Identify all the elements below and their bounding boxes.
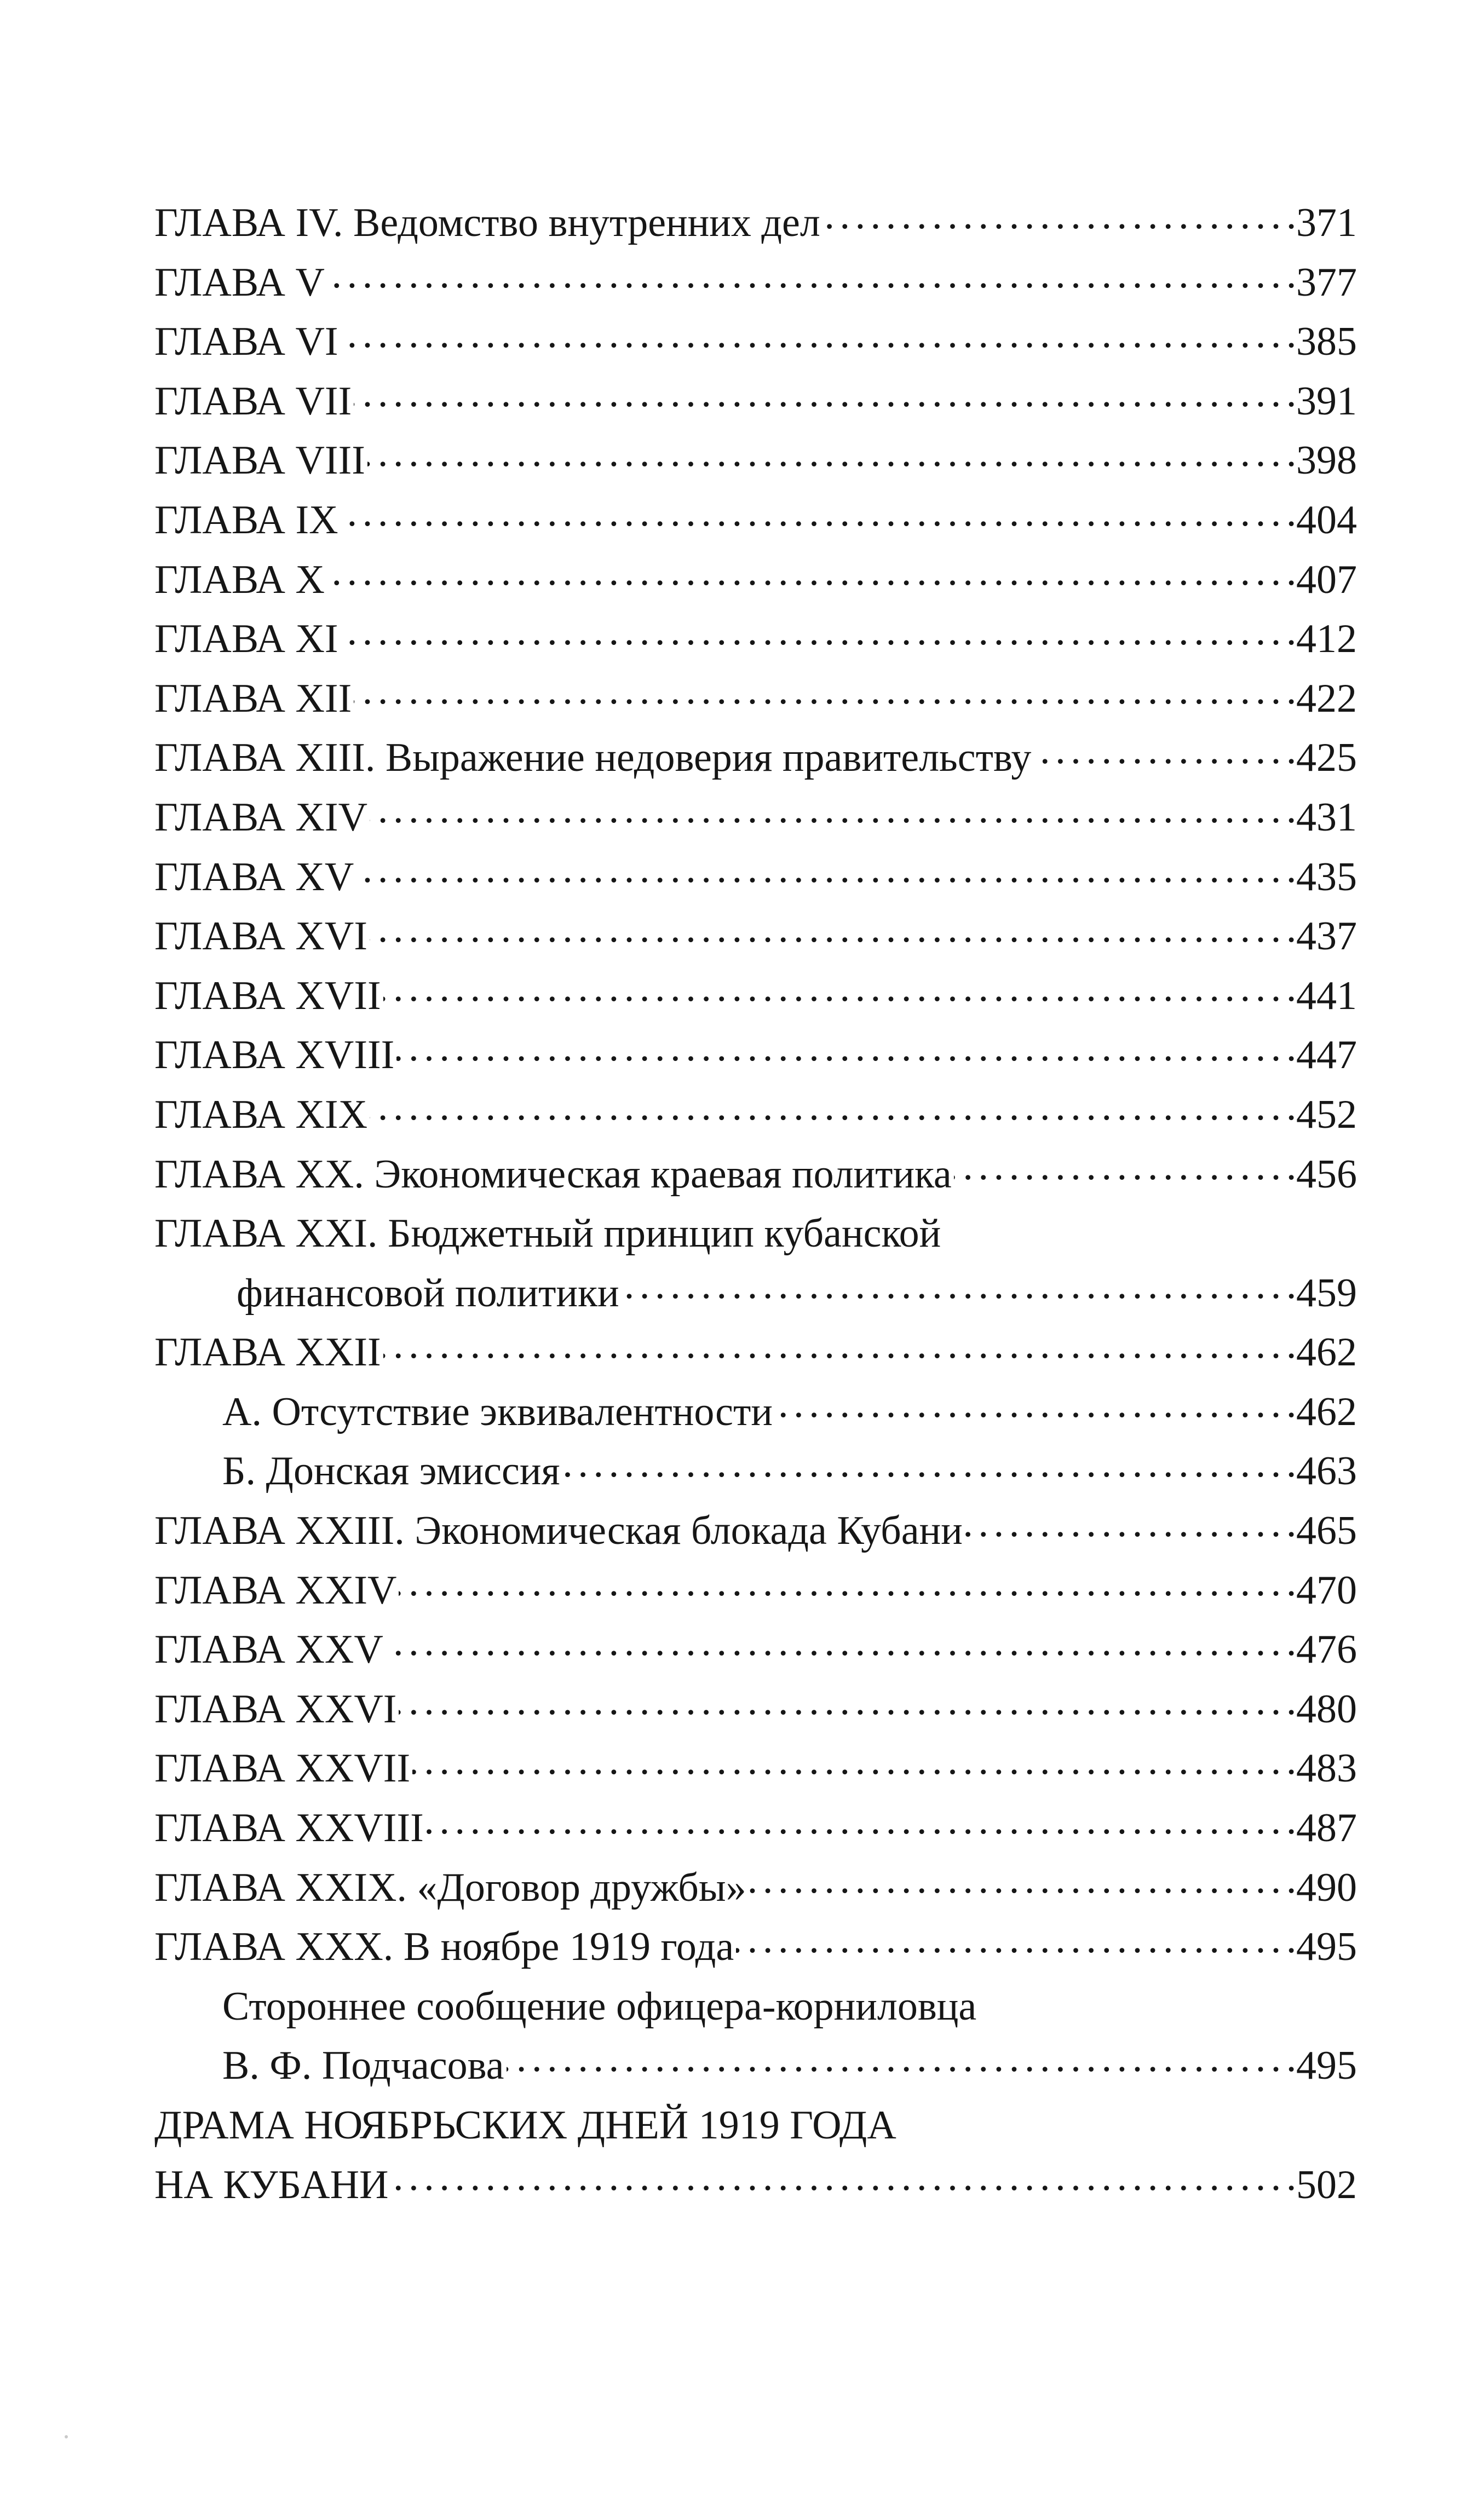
toc-entry-title: ГЛАВА IV. Ведомство внутренних дел: [154, 200, 820, 245]
dot-leader: [341, 493, 1294, 533]
toc-entry-title: А. Отсутствие эквивалентности: [222, 1389, 773, 1434]
toc-entry-title: ГЛАВА V: [154, 260, 325, 305]
toc-entry: [154, 2036, 1357, 2096]
dot-leader: [562, 1444, 1295, 1484]
toc-entry: [154, 253, 1357, 313]
dot-leader: [370, 909, 1294, 949]
toc-entry-page-number: 425: [1296, 735, 1357, 781]
dot-leader: [327, 552, 1294, 593]
toc-entry-page-number: 447: [1296, 1033, 1357, 1078]
toc-entry-page-number: 441: [1296, 973, 1357, 1018]
toc-entry-page-number: 412: [1296, 616, 1357, 662]
toc-entry-title: финансовой политики: [237, 1270, 619, 1316]
toc-entry: [154, 1620, 1357, 1680]
dot-leader: [386, 1622, 1294, 1663]
toc-entry-title: ГЛАВА XII: [154, 676, 352, 721]
toc-entry-page-number: 431: [1296, 794, 1357, 840]
dot-leader: [412, 1741, 1294, 1781]
dot-leader: [622, 1266, 1294, 1306]
toc-entry: [154, 1264, 1357, 1323]
dot-leader: [426, 1801, 1294, 1841]
toc-entry-page-number: 490: [1296, 1865, 1357, 1910]
dot-leader: [341, 612, 1294, 652]
toc-entry: [154, 847, 1357, 907]
toc-entry-page-number: 480: [1296, 1686, 1357, 1732]
dot-leader: [507, 2038, 1295, 2079]
toc-entry-title: ГЛАВА XVI: [154, 914, 368, 959]
toc-entry: [154, 1798, 1357, 1858]
toc-entry: [154, 1025, 1357, 1085]
toc-entry: [154, 550, 1357, 610]
toc-entry-page-number: 456: [1296, 1151, 1357, 1197]
toc-entry-page-number: 483: [1296, 1746, 1357, 1791]
toc-entry-title: ГЛАВА XIII. Выражение недоверия правительству: [154, 735, 1032, 781]
toc-entry-page-number: 398: [1296, 438, 1357, 483]
dot-leader: [399, 1682, 1294, 1722]
toc-entry-page-number: 422: [1296, 676, 1357, 721]
dot-leader: [965, 1503, 1294, 1544]
toc-entry-page-number: 385: [1296, 319, 1357, 365]
dot-leader: [356, 850, 1294, 890]
toc-entry-title: ГЛАВА X: [154, 557, 325, 602]
toc-entry-title: ГЛАВА VI: [154, 319, 338, 365]
dot-leader: [370, 1087, 1294, 1128]
dot-leader: [954, 1147, 1294, 1187]
dot-leader: [391, 2158, 1295, 2198]
toc-entry-title: Стороннее сообщение офицера-корниловца: [222, 1983, 977, 2029]
toc-entry-title: ГЛАВА XXVII: [154, 1746, 411, 1791]
toc-entry-title: ГЛАВА XXI. Бюджетный принцип кубанской: [154, 1211, 941, 1256]
toc-entry-title: ГЛАВА XVIII: [154, 1033, 395, 1078]
toc-entry: [154, 669, 1357, 729]
dot-leader: [327, 255, 1294, 296]
dot-leader: [370, 790, 1294, 831]
toc-entry: [154, 907, 1357, 966]
scan-speck: [65, 2435, 68, 2438]
toc-entry-title: В. Ф. Подчасова: [222, 2043, 504, 2089]
toc-entry-page-number: 462: [1296, 1389, 1357, 1434]
toc-entry: [154, 1323, 1357, 1382]
dot-leader: [383, 968, 1294, 1009]
toc-entry: [154, 1917, 1357, 1977]
toc-entry: [154, 966, 1357, 1026]
toc-entry-title: ГЛАВА XXIV: [154, 1567, 397, 1613]
toc-entry-title: ГЛАВА XXIII. Экономическая блокада Кубани: [154, 1508, 963, 1554]
toc-entry-page-number: 404: [1296, 497, 1357, 543]
toc-entry-page-number: 377: [1296, 260, 1357, 305]
toc-entry-title: ГЛАВА XXX. В ноябре 1919 года: [154, 1924, 734, 1970]
dot-leader: [822, 195, 1294, 236]
toc-entry-page-number: 487: [1296, 1806, 1357, 1851]
toc-entry-title: ГЛАВА XIX: [154, 1092, 368, 1137]
toc-entry: [154, 1382, 1357, 1442]
toc-entry-page-number: 435: [1296, 854, 1357, 899]
toc-entry: [154, 728, 1357, 788]
toc-entry-title: ГЛАВА XVII: [154, 973, 381, 1018]
toc-entry-title: ГЛАВА XIV: [154, 794, 368, 840]
toc-entry: [154, 1501, 1357, 1561]
toc-entry: [154, 1085, 1357, 1145]
toc-entry-title: ГЛАВА XXVI: [154, 1686, 397, 1732]
toc-entry-page-number: 462: [1296, 1330, 1357, 1375]
toc-entry-page-number: 407: [1296, 557, 1357, 602]
toc-entry-page-number: 452: [1296, 1092, 1357, 1137]
toc-entry: [154, 1561, 1357, 1621]
toc-entry-page-number: 495: [1296, 1924, 1357, 1970]
toc-entry-page-number: 391: [1296, 378, 1357, 424]
dot-leader: [736, 1919, 1294, 1960]
toc-entry-title: ГЛАВА VII: [154, 378, 352, 424]
toc-entry-page-number: 495: [1296, 2043, 1357, 2089]
dot-leader: [354, 374, 1294, 414]
toc-entry-page-number: 502: [1296, 2162, 1357, 2207]
dot-leader: [1033, 730, 1294, 771]
toc-entry-title: Б. Донская эмиссия: [222, 1449, 560, 1494]
toc-entry: [154, 193, 1357, 253]
toc-entry-title: ГЛАВА XXVIII: [154, 1806, 424, 1851]
toc-entry-title: ГЛАВА XXIX. «Договор дружбы»: [154, 1865, 746, 1910]
toc-entry-title: ДРАМА НОЯБРЬСКИХ ДНЕЙ 1919 ГОДА: [154, 2103, 896, 2148]
dot-leader: [749, 1860, 1294, 1901]
toc-entry-title: ГЛАВА VIII: [154, 438, 365, 483]
toc-entry-page-number: 476: [1296, 1627, 1357, 1673]
toc-entry: [154, 1680, 1357, 1739]
toc-entry-page-number: 371: [1296, 200, 1357, 245]
toc-entry: [154, 312, 1357, 372]
toc-entry-page-number: 470: [1296, 1567, 1357, 1613]
toc-entry-title: ГЛАВА XXII: [154, 1330, 381, 1375]
toc-entry-title: ГЛАВА XX. Экономическая краевая политика: [154, 1151, 952, 1197]
dot-leader: [354, 671, 1294, 712]
toc-entry: [154, 609, 1357, 669]
table-of-contents: [154, 193, 1357, 2215]
toc-entry: [154, 2096, 1357, 2155]
dot-leader: [399, 1563, 1294, 1604]
dot-leader: [367, 433, 1294, 474]
toc-entry-page-number: 459: [1296, 1270, 1357, 1316]
toc-entry: [154, 1739, 1357, 1798]
toc-entry-title: НА КУБАНИ: [154, 2162, 389, 2207]
toc-entry-title: ГЛАВА XV: [154, 854, 354, 899]
toc-entry: [154, 1204, 1357, 1264]
toc-entry-page-number: 463: [1296, 1449, 1357, 1494]
toc-entry: [154, 1977, 1357, 2037]
toc-entry: [154, 1858, 1357, 1918]
toc-entry-title: ГЛАВА IX: [154, 497, 338, 543]
toc-entry-title: ГЛАВА XI: [154, 616, 338, 662]
toc-entry: [154, 372, 1357, 431]
dot-leader: [341, 314, 1294, 355]
dot-leader: [775, 1385, 1294, 1425]
toc-entry: [154, 2155, 1357, 2215]
toc-entry: [154, 1145, 1357, 1204]
toc-entry-page-number: 437: [1296, 914, 1357, 959]
toc-entry: [154, 1441, 1357, 1501]
dot-leader: [383, 1325, 1294, 1365]
toc-entry-title: ГЛАВА XXV: [154, 1627, 383, 1673]
toc-entry: [154, 431, 1357, 491]
toc-entry: [154, 491, 1357, 550]
toc-entry: [154, 788, 1357, 847]
toc-entry-page-number: 465: [1296, 1508, 1357, 1554]
dot-leader: [396, 1028, 1294, 1068]
